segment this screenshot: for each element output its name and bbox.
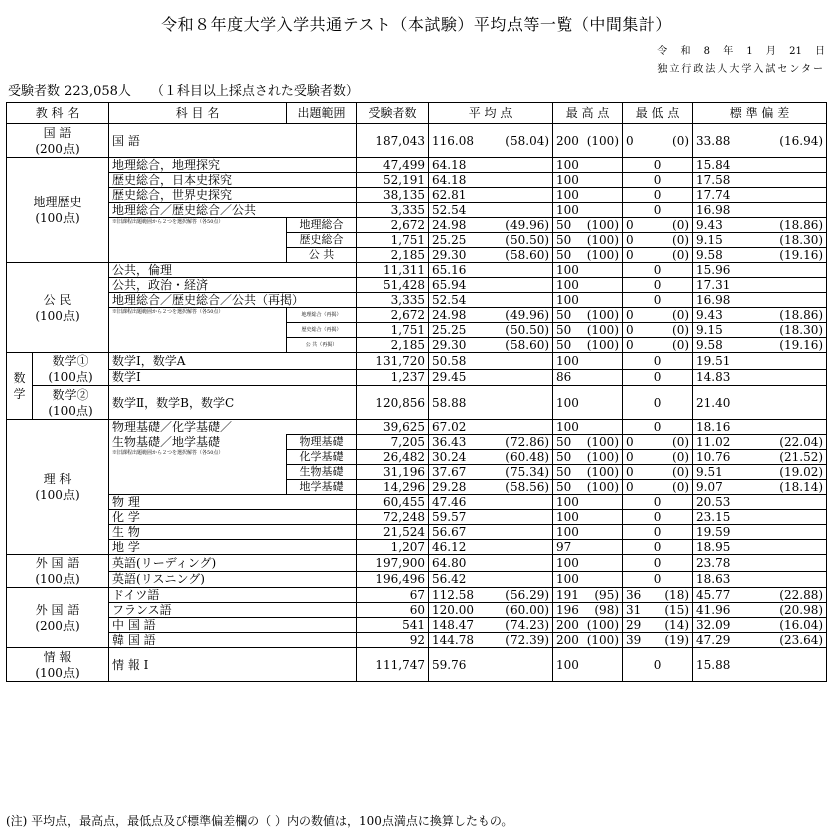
table-row: 英語(リスニング) 196,496 56.42 100 0 18.63: [7, 571, 827, 588]
score-table: [6, 102, 827, 682]
table-row: 情 報 (100点) 情 報 Ⅰ 111,747 59.76 100 0 15.88: [7, 648, 827, 682]
table-row: 公共，政治・経済 51,428 65.94 100 0 17.31: [7, 278, 827, 293]
category-gaikokugo1: 外 国 語 (100点): [7, 555, 109, 588]
total-examinees: [8, 80, 359, 99]
table-row: 化学基礎 26,482 30.24 (60.48) 50 (100) 0 (0) 10.76 (21.52): [7, 450, 827, 465]
table-row: 歴史総合，世界史探究 38,135 62.81 100 0 17.74: [7, 188, 827, 203]
header-category: 教 科 名: [7, 103, 109, 124]
note-cell: ※旧課程出題範囲から２つを選択解答（各50点）: [109, 308, 287, 353]
subject-cell: 英語(リスニング): [109, 571, 357, 588]
header-range: 出題範囲: [287, 103, 357, 124]
subject-cell: 化 学: [109, 510, 357, 525]
table-row: 理 科 (100点) 物理基礎／化学基礎／ 39,625 67.02 100 0 18.16: [7, 420, 827, 435]
subject-cell: 情 報 Ⅰ: [109, 648, 357, 682]
range-cell: 地学基礎: [287, 480, 357, 495]
category-sugaku2: 数学② (100点): [33, 386, 109, 420]
subject-cell: 数学Ⅰ: [109, 369, 357, 386]
category-rika: 理 科 (100点): [7, 420, 109, 555]
subject-cell: 地理総合／歴史総合／公共（再掲）: [109, 293, 357, 308]
range-cell: 公 共: [287, 248, 357, 263]
range-cell: 歴史総合: [287, 233, 357, 248]
range-cell: 物理基礎: [287, 435, 357, 450]
max-cell: 200 (100): [553, 124, 623, 158]
header-mean: 平 均 点: [429, 103, 553, 124]
range-cell: 公 共（再掲）: [287, 338, 357, 353]
table-row: [7, 124, 827, 158]
subject-cell: 物 理: [109, 495, 357, 510]
header-examinees: 受験者数: [357, 103, 429, 124]
table-row: 地理総合／歴史総合／公共 3,335 52.54 100 0 16.98: [7, 203, 827, 218]
table-row: 地学基礎 14,296 29.28 (58.56) 50 (100) 0 (0) 9.07 (18.14): [7, 480, 827, 495]
table-row: 公 共 2,185 29.30 (58.60) 50 (100) 0 (0) 9.58 (19.16): [7, 248, 827, 263]
table-row: ※旧課程出題範囲から２つを選択解答（各50点） 地理総合（再掲） 2,672 24.98 (49.96) 50 (100) 0 (0) 9.43 (18.86): [7, 308, 827, 323]
table-row: 地 学 1,207 46.12 97 0 18.95: [7, 540, 827, 555]
subject-cell: 公共，倫理: [109, 263, 357, 278]
subject-cell: 韓 国 語: [109, 633, 357, 648]
examinees-note: （１科目以上採点された受験者数）: [150, 84, 359, 99]
subject-cell: 歴史総合，日本史探究: [109, 173, 357, 188]
table-row: 生 物 21,524 56.67 100 0 19.59: [7, 525, 827, 540]
subject-cell: 生 物: [109, 525, 357, 540]
header-min: 最 低 点: [623, 103, 693, 124]
range-cell: 地理総合: [287, 218, 357, 233]
range-cell: 地理総合（再掲）: [287, 308, 357, 323]
table-row: 外 国 語 (100点) 英語(リーディング) 197,900 64.80 100 0 23.78: [7, 555, 827, 572]
table-row: 歴史総合 1,751 25.25 (50.50) 50 (100) 0 (0) 9.15 (18.30): [7, 233, 827, 248]
table-row: 歴史総合（再掲） 1,751 25.25 (50.50) 50 (100) 0 (0) 9.15 (18.30): [7, 323, 827, 338]
examinees-count: 受験者数 223,058人: [8, 84, 131, 99]
subject-cell: 英語(リーディング): [109, 555, 357, 572]
table-row: 地理総合／歴史総合／公共（再掲） 3,335 52.54 100 0 16.98: [7, 293, 827, 308]
date: 令 和 8 年 1 月 21 日: [657, 46, 825, 57]
range-cell: 化学基礎: [287, 450, 357, 465]
table-row: 地理歴史 (100点) 地理総合，地理探究 47,499 64.18 100 0 15.84: [7, 158, 827, 173]
category-kokugo: 国 語 (200点): [7, 124, 109, 158]
footnote: (注) 平均点，最高点，最低点及び標準偏差欄の（ ）内の数値は，100点満点に換算したもの。: [6, 814, 514, 828]
organization: 独立行政法人大学入試センター: [657, 64, 825, 75]
table-row: 物 理 60,455 47.46 100 0 20.53: [7, 495, 827, 510]
mean-cell: 116.08 (58.04): [429, 124, 553, 158]
subject-cell: 国 語: [109, 124, 357, 158]
table-row: フランス語 60 120.00 (60.00) 196 (98) 31 (15) 41.96 (20.98): [7, 603, 827, 618]
table-row: 化 学 72,248 59.57 100 0 23.15: [7, 510, 827, 525]
category-sugaku: 数 学: [7, 353, 33, 420]
subject-cell: 数学Ⅱ，数学B，数学C: [109, 386, 357, 420]
table-row: 公 民 (100点) 公共，倫理 11,311 65.16 100 0 15.96: [7, 263, 827, 278]
subject-cell: ドイツ語: [109, 588, 357, 603]
subject-cell: 地理総合／歴史総合／公共: [109, 203, 357, 218]
category-sugaku1: 数学① (100点): [33, 353, 109, 386]
table-row: ※旧課程出題範囲から２つを選択解答（各50点） 地理総合 2,672 24.98 (49.96) 50 (100) 0 (0) 9.43 (18.86): [7, 218, 827, 233]
table-row: 韓 国 語 92 144.78 (72.39) 200 (100) 39 (19) 47.29 (23.64): [7, 633, 827, 648]
sd-cell: 33.88 (16.94): [693, 124, 827, 158]
min-cell: 0 (0): [623, 124, 693, 158]
category-gaikokugo2: 外 国 語 (200点): [7, 588, 109, 648]
table-row: 生物基礎／地学基礎 ※旧課程出題範囲から２つを選択解答（各50点） 物理基礎 7,205 36.43 (72.86) 50 (100) 0 (0) 11.02 (22.04): [7, 435, 827, 450]
table-row: 中 国 語 541 148.47 (74.23) 200 (100) 29 (14) 32.09 (16.04): [7, 618, 827, 633]
header-max: 最 高 点: [553, 103, 623, 124]
header-sd: 標 準 偏 差: [693, 103, 827, 124]
subject-cell: 中 国 語: [109, 618, 357, 633]
category-chireki: 地理歴史 (100点): [7, 158, 109, 263]
range-cell: 生物基礎: [287, 465, 357, 480]
subject-cell: フランス語: [109, 603, 357, 618]
table-row: 数学② (100点) 数学Ⅱ，数学B，数学C 120,856 58.88 100 0 21.40: [7, 386, 827, 420]
subject-cell: 物理基礎／化学基礎／: [109, 420, 357, 435]
table-row: 数 学 数学① (100点) 数学Ⅰ，数学A 131,720 50.58 100 0 19.51: [7, 353, 827, 370]
header-row: [7, 103, 827, 124]
note-cell: 生物基礎／地学基礎 ※旧課程出題範囲から２つを選択解答（各50点）: [109, 435, 287, 495]
category-komin: 公 民 (100点): [7, 263, 109, 353]
subject-cell: 歴史総合，世界史探究: [109, 188, 357, 203]
table-row: 外 国 語 (200点) ドイツ語 67 112.58 (56.29) 191 (95) 36 (18) 45.77 (22.88): [7, 588, 827, 603]
category-joho: 情 報 (100点): [7, 648, 109, 682]
table-row: 歴史総合，日本史探究 52,191 64.18 100 0 17.58: [7, 173, 827, 188]
subject-cell: 公共，政治・経済: [109, 278, 357, 293]
table-row: 生物基礎 31,196 37.67 (75.34) 50 (100) 0 (0) 9.51 (19.02): [7, 465, 827, 480]
note-cell: ※旧課程出題範囲から２つを選択解答（各50点）: [109, 218, 287, 263]
page-title: 令和８年度大学入学共通テスト（本試験）平均点等一覧（中間集計）: [161, 15, 672, 34]
subject-cell: 地 学: [109, 540, 357, 555]
examinees-cell: 187,043: [357, 124, 429, 158]
subject-cell: 数学Ⅰ，数学A: [109, 353, 357, 370]
table-row: 公 共（再掲） 2,185 29.30 (58.60) 50 (100) 0 (0) 9.58 (19.16): [7, 338, 827, 353]
header-subject: 科 目 名: [109, 103, 287, 124]
range-cell: 歴史総合（再掲）: [287, 323, 357, 338]
subject-cell: 地理総合，地理探究: [109, 158, 357, 173]
table-row: 数学Ⅰ 1,237 29.45 86 0 14.83: [7, 369, 827, 386]
